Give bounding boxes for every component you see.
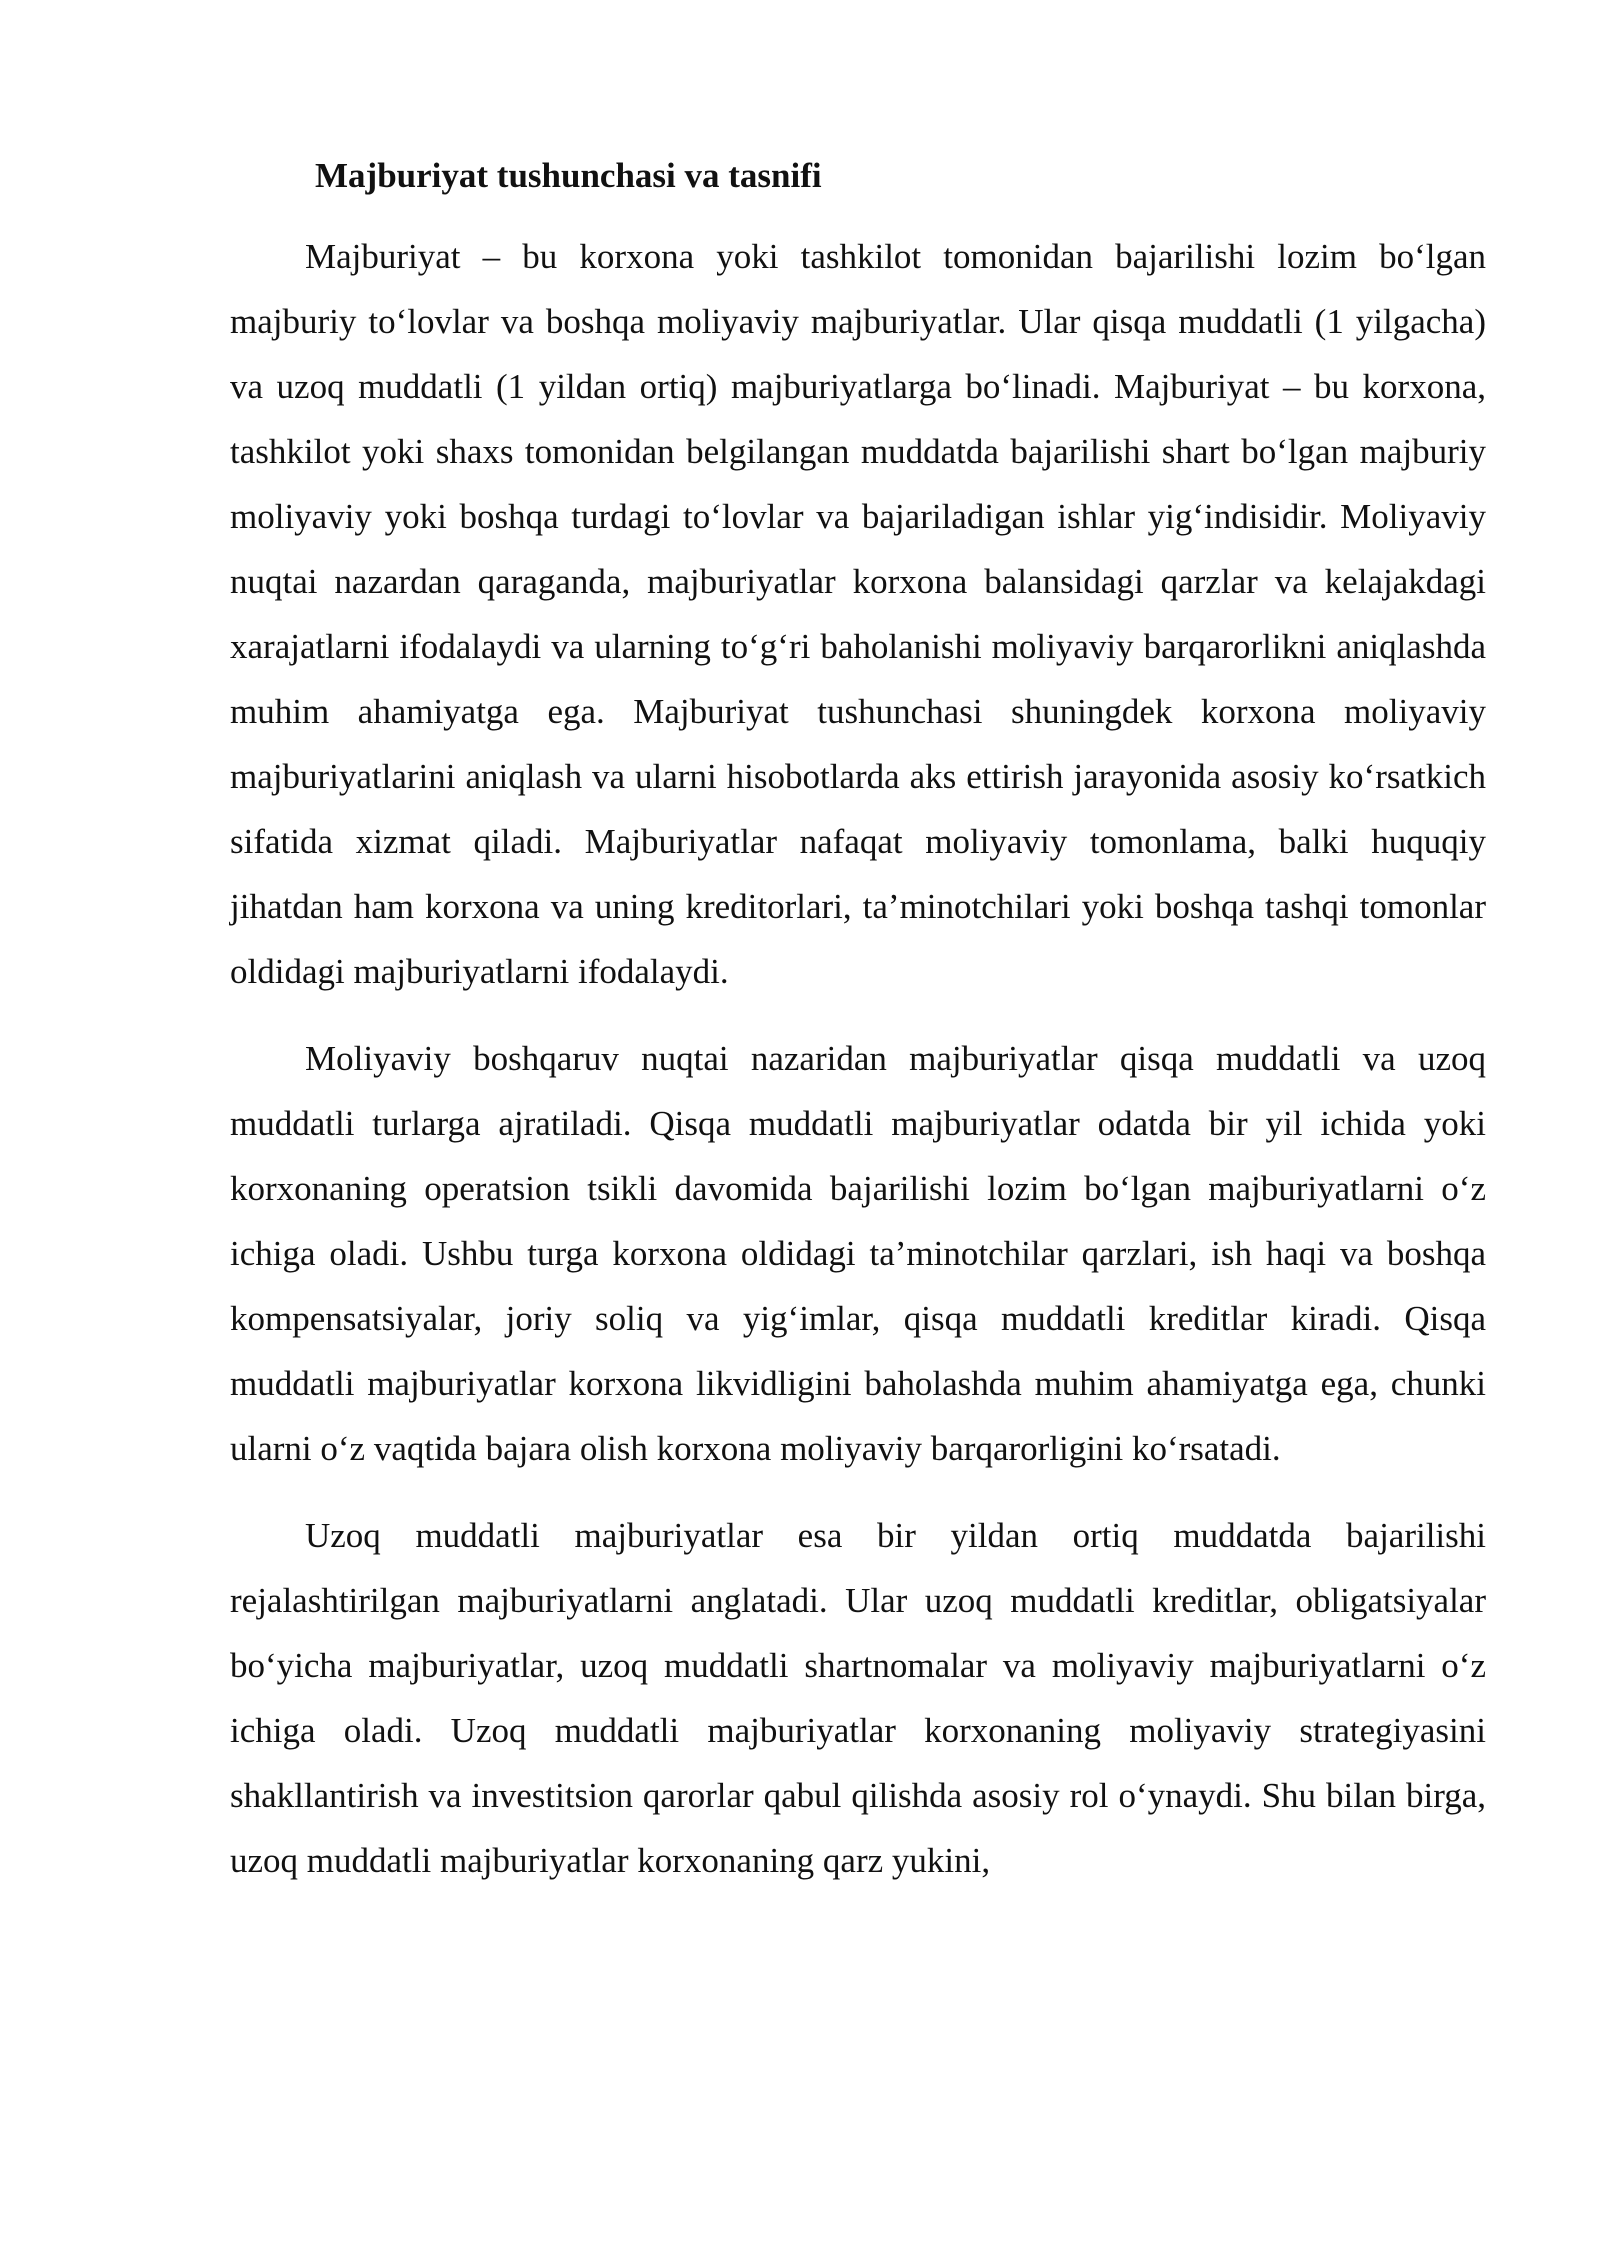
paragraph-short-term: Moliyaviy boshqaruv nuqtai nazaridan majburiyatlar qisqa muddatli va uzoq muddatli turlarga ajratiladi. Qisqa muddatli majburiyatlar odatda bir yil ichida yoki korxonaning operatsion tsikli davomida bajarilishi lozim bo‘lgan majburiyatlarni o‘z ichiga oladi. Ushbu turga korxona oldidagi ta’minotchilar qarzlari, ish haqi va boshqa kompensatsiyalar, joriy soliq va yig‘imlar, qisqa muddatli kreditlar kiradi. Qisqa muddatli majburiyatlar korxona likvidligini baholashda muhim ahamiyatga ega, chunki ularni o‘z vaqtida bajara olish korxona moliyaviy barqarorligini ko‘rsatadi. bbox=[230, 1039, 1486, 1468]
paragraph-definition: Majburiyat – bu korxona yoki tashkilot tomonidan bajarilishi lozim bo‘lgan majburiy to‘lovlar va boshqa moliyaviy majburiyatlar. Ular qisqa muddatli (1 yilgacha) va uzoq muddatli (1 yildan ortiq) majburiyatlarga bo‘linadi. Majburiyat – bu korxona, tashkilot yoki shaxs tomonidan belgilangan muddatda bajarilishi shart bo‘lgan majburiy moliyaviy yoki boshqa turdagi to‘lovlar va bajariladigan ishlar yig‘indisidir. Moliyaviy nuqtai nazardan qaraganda, majburiyatlar korxona balansidagi qarzlar va kelajakdagi xarajatlarni ifodalaydi va ularning to‘g‘ri baholanishi moliyaviy barqarorlikni aniqlashda muhim ahamiyatga ega. Majburiyat tushunchasi shuningdek korxona moliyaviy majburiyatlarini aniqlash va ularni hisobotlarda aks ettirish jarayonida asosiy ko‘rsatkich sifatida xizmat qiladi. Majburiyatlar nafaqat moliyaviy tomonlama, balki huquqiy jihatdan ham korxona va uning kreditorlari, ta’minotchilari yoki boshqa tashqi tomonlar oldidagi majburiyatlarni ifodalaydi. bbox=[230, 237, 1486, 991]
paragraph-long-term: Uzoq muddatli majburiyatlar esa bir yildan ortiq muddatda bajarilishi rejalashtirilgan majburiyatlarni anglatadi. Ular uzoq muddatli kreditlar, obligatsiyalar bo‘yicha majburiyatlar, uzoq muddatli shartnomalar va moliyaviy majburiyatlarni o‘z ichiga oladi. Uzoq muddatli majburiyatlar korxonaning moliyaviy strategiyasini shakllantirish va investitsion qarorlar qabul qilishda asosiy rol o‘ynaydi. Shu bilan birga, uzoq muddatli majburiyatlar korxonaning qarz yukini, bbox=[230, 1516, 1486, 1880]
document-body bbox=[230, 150, 1486, 1915]
document-title: Majburiyat tushunchasi va tasnifi bbox=[315, 156, 822, 195]
